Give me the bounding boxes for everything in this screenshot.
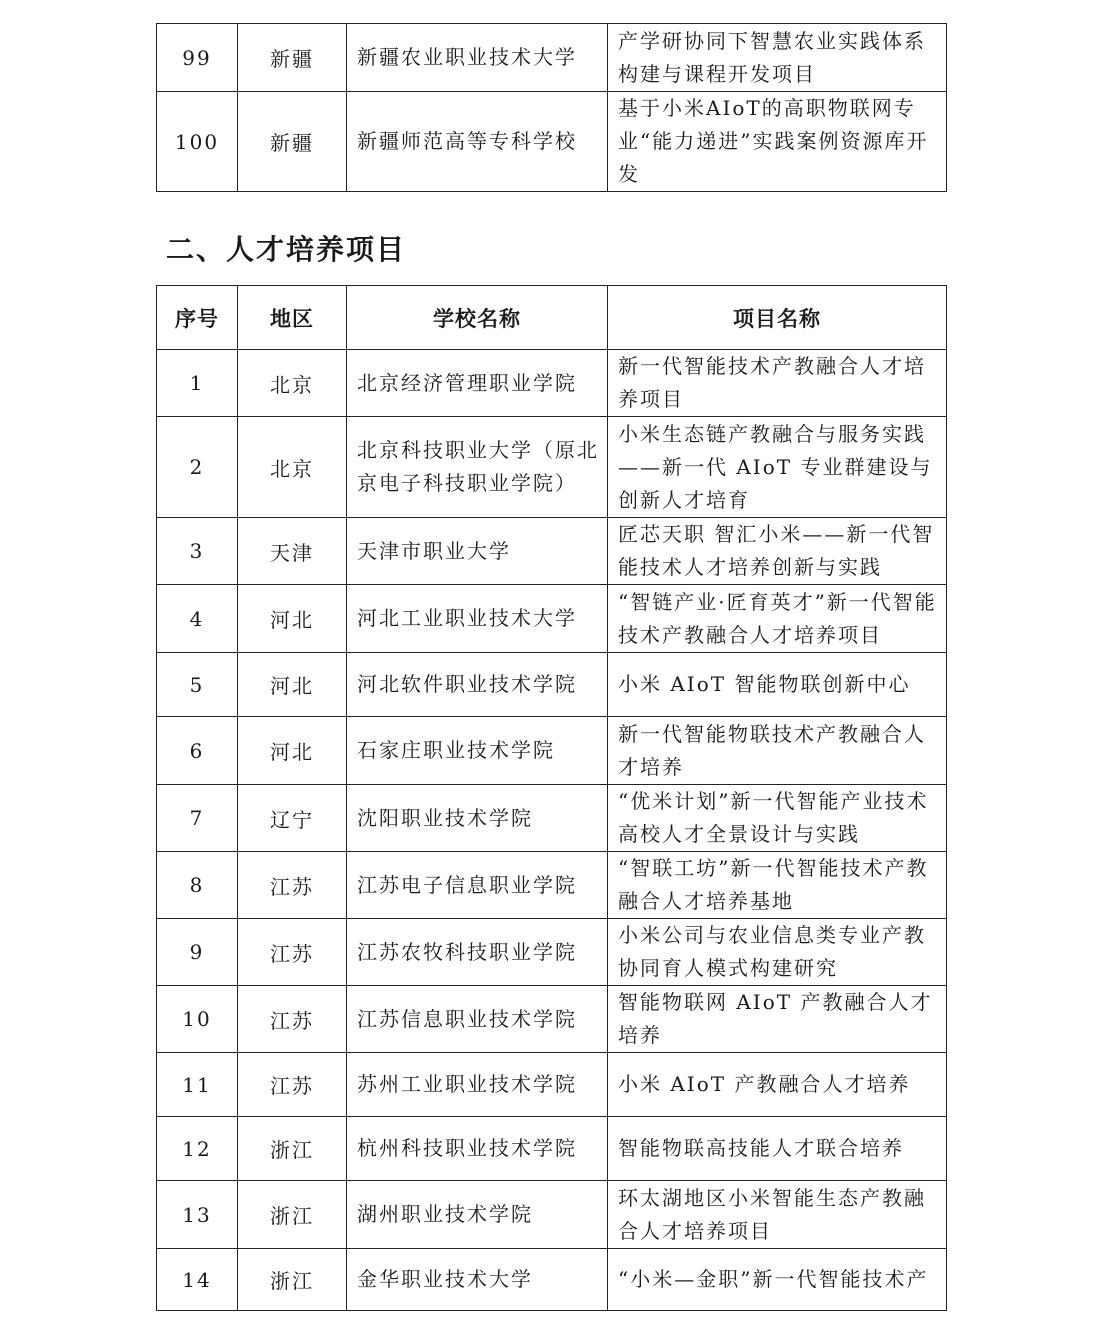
row-number: 99	[157, 24, 238, 92]
row-region: 新疆	[238, 92, 347, 192]
row-region: 河北	[238, 653, 347, 717]
section-heading: 二、人才培养项目	[166, 233, 407, 266]
table-header-row	[157, 286, 947, 350]
row-region: 北京	[238, 417, 347, 518]
row-school: 石家庄职业技术学院	[347, 717, 608, 785]
row-region: 河北	[238, 585, 347, 653]
row-school: 北京科技职业大学（原北京电子科技职业学院）	[347, 417, 608, 518]
table-row	[157, 518, 947, 585]
table-row	[157, 1053, 947, 1117]
table-row	[157, 1249, 947, 1311]
row-school: 湖州职业技术学院	[347, 1181, 608, 1249]
row-number: 10	[157, 986, 238, 1053]
row-school: 江苏电子信息职业学院	[347, 852, 608, 919]
row-project: 小米 AIoT 智能物联创新中心	[608, 653, 947, 717]
row-number: 5	[157, 653, 238, 717]
header-school: 学校名称	[347, 286, 608, 350]
row-number: 7	[157, 785, 238, 852]
table-row	[157, 653, 947, 717]
row-project: 新一代智能物联技术产教融合人才培养	[608, 717, 947, 785]
row-project: 产学研协同下智慧农业实践体系构建与课程开发项目	[608, 24, 947, 92]
talent-training-table	[156, 285, 947, 1311]
row-region: 天津	[238, 518, 347, 585]
table-row	[157, 1117, 947, 1181]
row-school: 天津市职业大学	[347, 518, 608, 585]
row-number: 11	[157, 1053, 238, 1117]
row-project: 小米生态链产教融合与服务实践——新一代 AIoT 专业群建设与创新人才培育	[608, 417, 947, 518]
row-number: 14	[157, 1249, 238, 1311]
row-number: 3	[157, 518, 238, 585]
row-school: 沈阳职业技术学院	[347, 785, 608, 852]
row-project: “智链产业·匠育英才”新一代智能技术产教融合人才培养项目	[608, 585, 947, 653]
row-project: “智联工坊”新一代智能技术产教融合人才培养基地	[608, 852, 947, 919]
row-project: 新一代智能技术产教融合人才培养项目	[608, 350, 947, 417]
table-row	[157, 919, 947, 986]
table-row	[157, 417, 947, 518]
row-region: 江苏	[238, 986, 347, 1053]
row-school: 杭州科技职业技术学院	[347, 1117, 608, 1181]
header-region: 地区	[238, 286, 347, 350]
row-number: 8	[157, 852, 238, 919]
row-project: 基于小米AIoT的高职物联网专业“能力递进”实践案例资源库开发	[608, 92, 947, 192]
row-project: 环太湖地区小米智能生态产教融合人才培养项目	[608, 1181, 947, 1249]
row-number: 2	[157, 417, 238, 518]
row-region: 河北	[238, 717, 347, 785]
row-number: 1	[157, 350, 238, 417]
row-project: 智能物联高技能人才联合培养	[608, 1117, 947, 1181]
table-row	[157, 92, 947, 192]
row-number: 4	[157, 585, 238, 653]
row-school: 北京经济管理职业学院	[347, 350, 608, 417]
row-number: 6	[157, 717, 238, 785]
table-row	[157, 585, 947, 653]
row-school: 新疆农业职业技术大学	[347, 24, 608, 92]
row-project: 小米公司与农业信息类专业产教协同育人模式构建研究	[608, 919, 947, 986]
row-project: 小米 AIoT 产教融合人才培养	[608, 1053, 947, 1117]
row-region: 浙江	[238, 1249, 347, 1311]
table-row	[157, 986, 947, 1053]
row-region: 新疆	[238, 24, 347, 92]
table-row	[157, 24, 947, 92]
row-project: 匠芯天职 智汇小米——新一代智能技术人才培养创新与实践	[608, 518, 947, 585]
row-school: 江苏信息职业技术学院	[347, 986, 608, 1053]
row-school: 新疆师范高等专科学校	[347, 92, 608, 192]
row-project: “优米计划”新一代智能产业技术高校人才全景设计与实践	[608, 785, 947, 852]
table-row	[157, 350, 947, 417]
row-region: 浙江	[238, 1181, 347, 1249]
row-school: 河北软件职业技术学院	[347, 653, 608, 717]
row-number: 100	[157, 92, 238, 192]
row-region: 北京	[238, 350, 347, 417]
table-row	[157, 1181, 947, 1249]
row-region: 江苏	[238, 919, 347, 986]
row-region: 江苏	[238, 852, 347, 919]
row-number: 13	[157, 1181, 238, 1249]
table-row	[157, 852, 947, 919]
previous-project-table	[156, 23, 947, 192]
row-school: 河北工业职业技术大学	[347, 585, 608, 653]
row-school: 江苏农牧科技职业学院	[347, 919, 608, 986]
row-region: 浙江	[238, 1117, 347, 1181]
row-region: 江苏	[238, 1053, 347, 1117]
row-project: 智能物联网 AIoT 产教融合人才培养	[608, 986, 947, 1053]
row-region: 辽宁	[238, 785, 347, 852]
row-project: “小米—金职”新一代智能技术产	[608, 1249, 947, 1311]
table-row	[157, 717, 947, 785]
header-project: 项目名称	[608, 286, 947, 350]
table-row	[157, 785, 947, 852]
header-number: 序号	[157, 286, 238, 350]
row-school: 苏州工业职业技术学院	[347, 1053, 608, 1117]
row-number: 9	[157, 919, 238, 986]
row-school: 金华职业技术大学	[347, 1249, 608, 1311]
row-number: 12	[157, 1117, 238, 1181]
